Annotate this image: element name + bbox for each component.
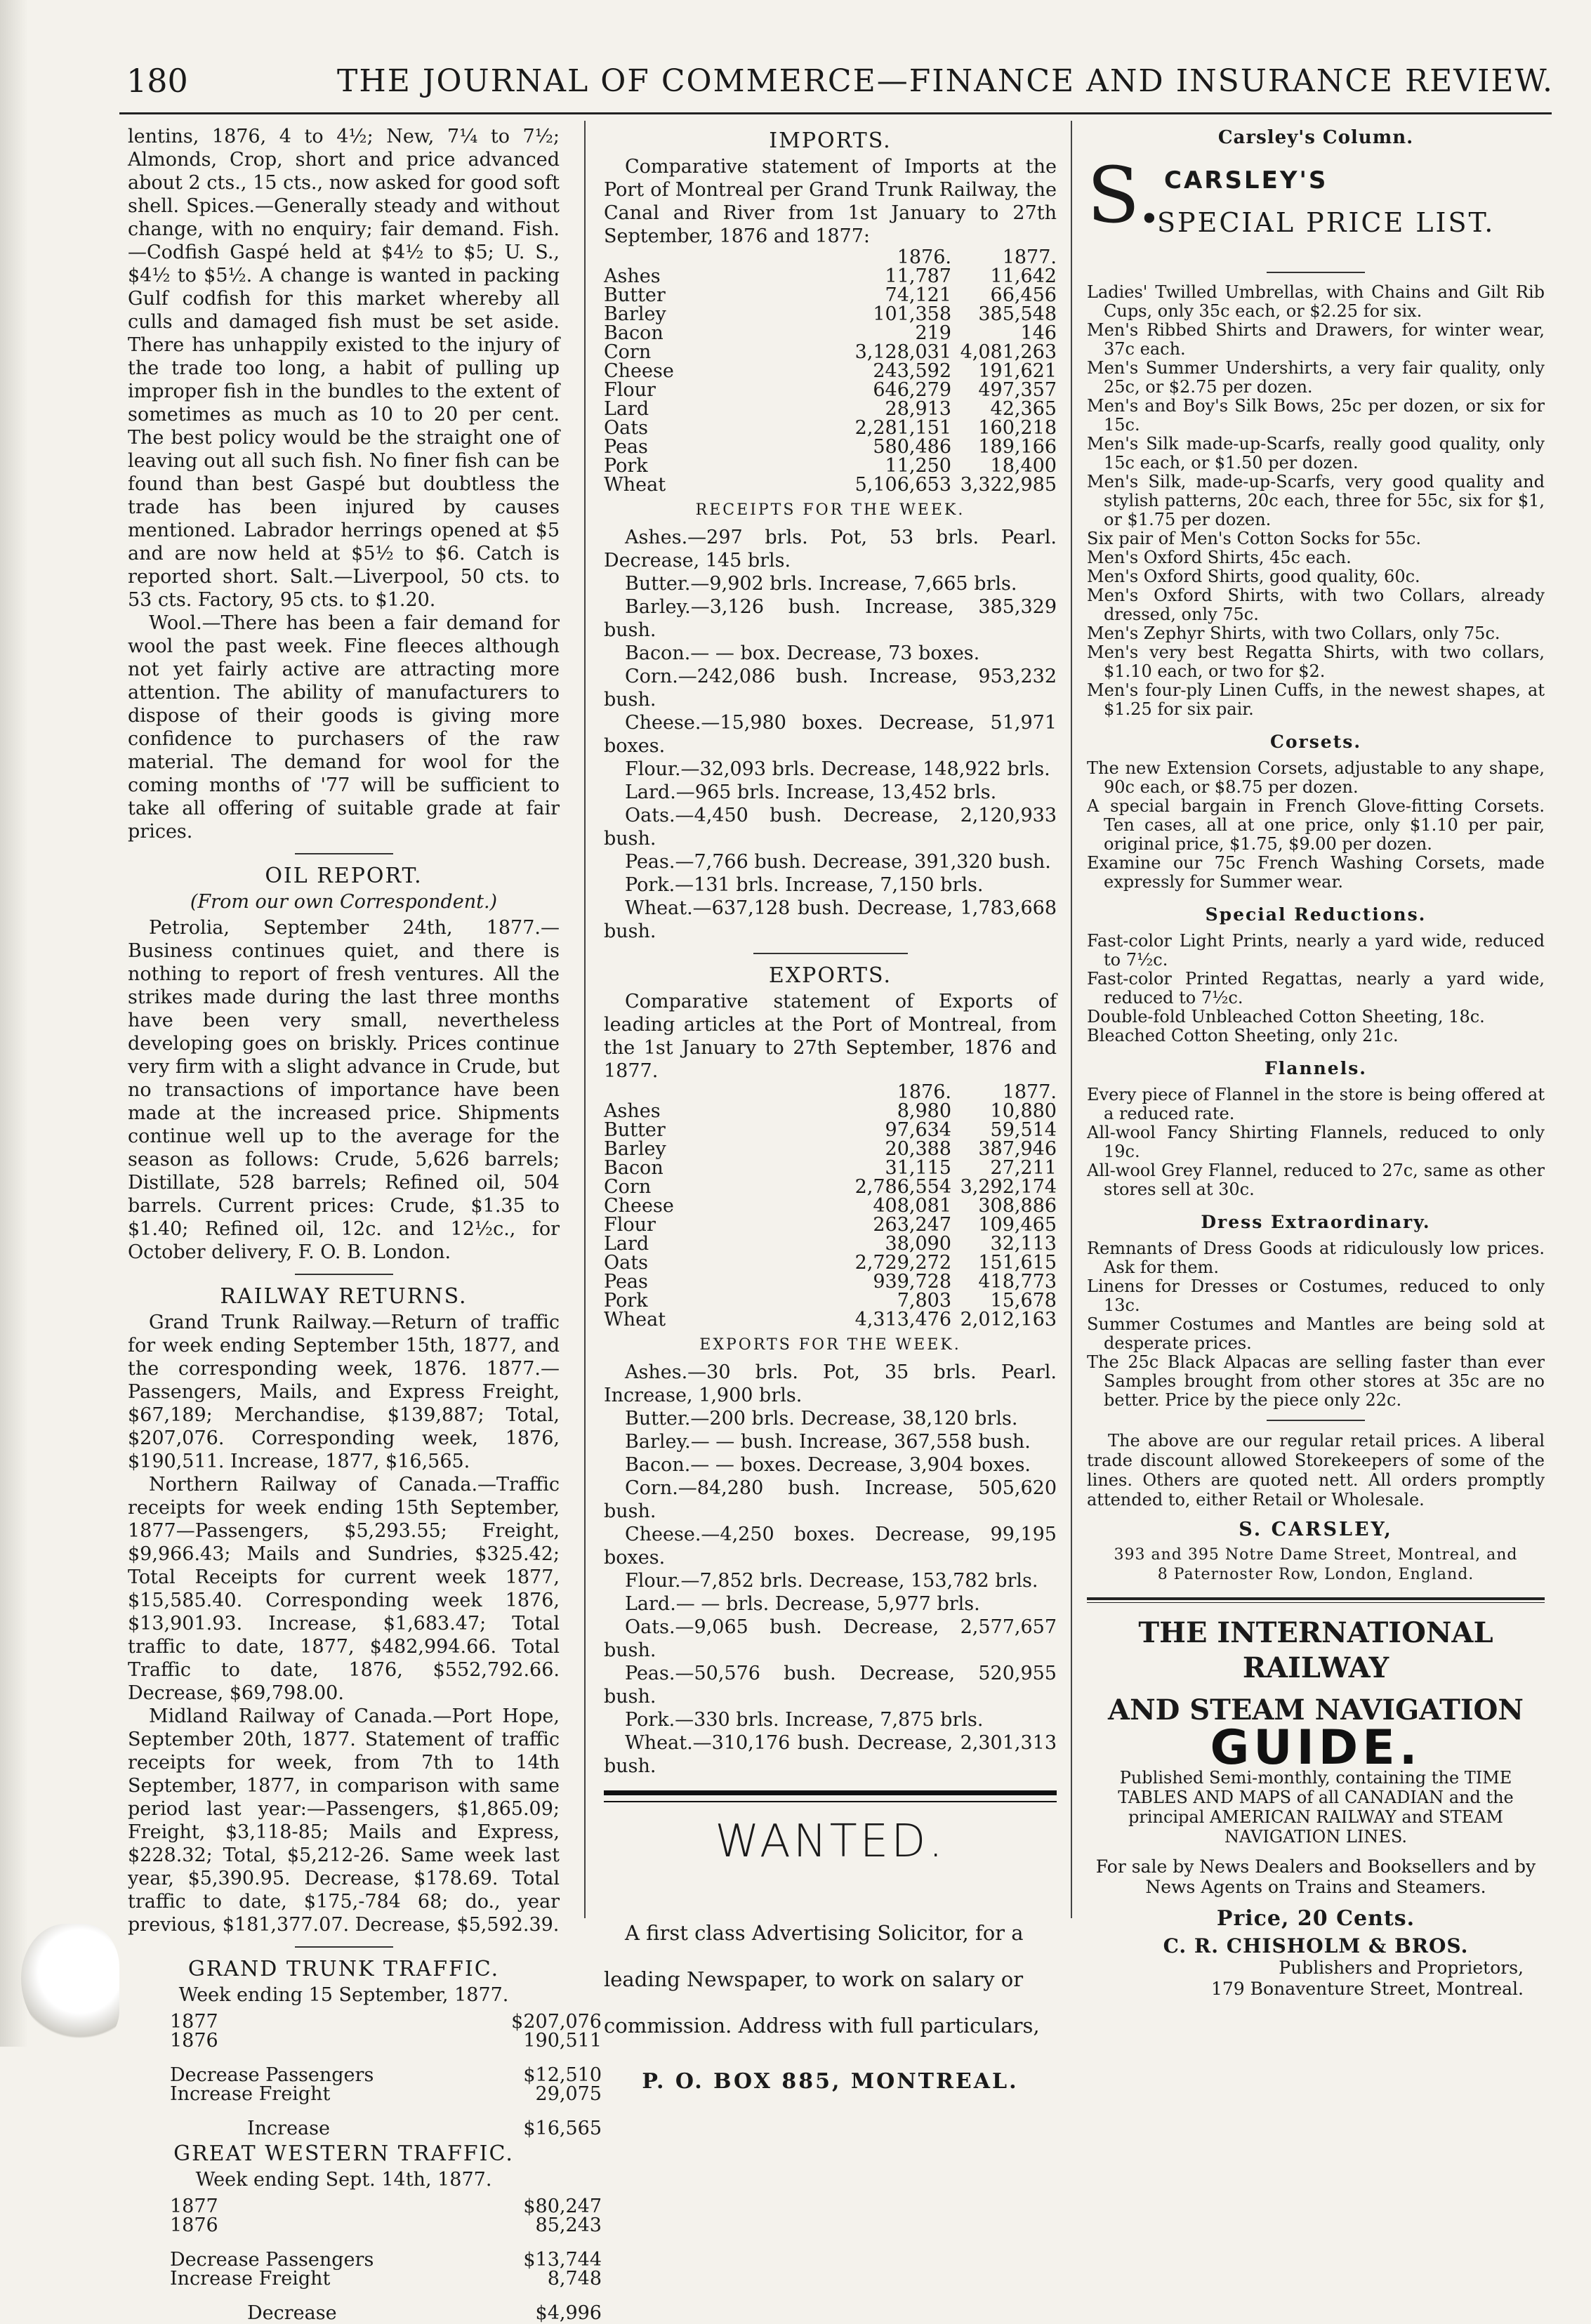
commodity-value: 11,250 bbox=[885, 455, 951, 477]
export-line: Corn.—84,280 bush. Increase, 505,620 bush. bbox=[604, 1477, 1057, 1522]
row-value: 85,243 bbox=[535, 2214, 602, 2236]
oil-report-paragraph: Petrolia, September 24th, 1877.—Business continues quiet, and there is nothing to report of fresh ventures. All the strikes made during the last three months have been very small, nevertheless developing goes on briskly. Prices continue very firm with a slight advance in Crude, but no transactions of importance have been made at the increased price. Shipments continue well up to the average for the season as follows: Crude, 5,626 barrels; Distillate, 528 barrels; Refined oil, 504 barrels. Current prices: Crude, $1.35 to $1.40; Refined oil, 12c. and 12½c., for October delivery, F. O. B. London. bbox=[128, 917, 560, 1263]
guide-published-text: Published Semi-monthly, containing the TIME TABLES AND MAPS of all CANADIAN and the principal AMERICAN RAILWAY and STEAM NAVIGATION LINES. bbox=[1118, 1768, 1514, 1847]
commodity-value: 31,115 bbox=[885, 1157, 951, 1179]
export-line: Pork.—330 brls. Increase, 7,875 brls. bbox=[625, 1709, 984, 1731]
export-line: Bacon.— — boxes. Decrease, 3,904 boxes. bbox=[625, 1454, 1031, 1476]
corsets-items bbox=[1087, 759, 1545, 892]
export-line: Oats.—9,065 bush. Decrease, 2,577,657 bush. bbox=[604, 1616, 1057, 1661]
price-item: Men's very best Regatta Shirts, with two collars, $1.10 each, or two for $2. bbox=[1087, 642, 1545, 681]
table-row bbox=[604, 1310, 1057, 1329]
price-item: Men's and Boy's Silk Bows, 25c per dozen, or six for 15c. bbox=[1087, 396, 1545, 435]
commodity-value: 939,728 bbox=[873, 1271, 951, 1293]
row-value: 190,511 bbox=[523, 2030, 602, 2052]
commodity-name: Cheese bbox=[604, 1195, 674, 1217]
great-western-week: Week ending Sept. 14th, 1877. bbox=[195, 2169, 492, 2191]
row-label: 1876 bbox=[170, 2030, 218, 2052]
row-label: 1876 bbox=[170, 2214, 218, 2236]
price-item: All-wool Grey Flannel, reduced to 27c, same as other stores sell at 30c. bbox=[1087, 1161, 1545, 1199]
commodity-value: 2,281,151 bbox=[854, 417, 951, 439]
commodity-value: 387,946 bbox=[978, 1138, 1057, 1160]
price-item: Men's Summer Undershirts, a very fair quality, only 25c, or $2.75 per dozen. bbox=[1087, 358, 1545, 397]
commodity-value: 20,388 bbox=[885, 1138, 951, 1160]
commodity-value: 97,634 bbox=[885, 1119, 951, 1141]
midland-railway-paragraph: Midland Railway of Canada.—Port Hope, September 20th, 1877. Statement of traffic receipts for week, from 7th to 14th September, 1877, in comparison with same period last year:—Passengers, $1,865.09; Freight, $3,118-85; Mails and Express, $228.32; Total, $5,212-26. Same week last year, $5,390.95. Decrease, $178.69. Total traffic to date, $175,-784 68; do., year previous, $181,377.07. Decrease, $5,592.39. bbox=[128, 1705, 560, 1936]
commodity-name: Oats bbox=[604, 417, 648, 439]
commodity-value: 3,292,174 bbox=[960, 1176, 1057, 1198]
table-row bbox=[604, 1158, 1057, 1177]
exports-heading: EXPORTS. bbox=[768, 963, 892, 988]
section-rule bbox=[1267, 1420, 1365, 1421]
export-line: Barley.— — bush. Increase, 367,558 bush. bbox=[625, 1431, 1031, 1453]
special-price-list-title: SPECIAL PRICE LIST. bbox=[1157, 207, 1496, 238]
commodity-value: 32,113 bbox=[990, 1233, 1057, 1255]
commodity-value: 308,886 bbox=[978, 1195, 1057, 1217]
commodity-name: Lard bbox=[604, 1233, 649, 1255]
commodity-name: Cheese bbox=[604, 360, 674, 382]
table-row bbox=[604, 1253, 1057, 1272]
price-item: Fast-color Printed Regattas, nearly a yard wide, reduced to 7½c. bbox=[1087, 969, 1545, 1008]
column-3 bbox=[1087, 125, 1545, 2000]
price-item: Every piece of Flannel in the store is being offered at a reduced rate. bbox=[1087, 1085, 1545, 1123]
price-item: The new Extension Corsets, adjustable to any shape, 90c each, or $8.75 per dozen. bbox=[1087, 758, 1545, 797]
receipt-line: Pork.—131 brls. Increase, 7,150 brls. bbox=[625, 874, 984, 896]
receipt-line: Peas.—7,766 bush. Decrease, 391,320 bush. bbox=[625, 851, 1051, 873]
row-label: Decrease Passengers bbox=[170, 2249, 374, 2271]
receipt-line: Barley.—3,126 bush. Increase, 385,329 bush. bbox=[604, 596, 1057, 641]
guide-for-sale-text: For sale by News Dealers and Booksellers and by News Agents on Trains and Steamers. bbox=[1095, 1856, 1536, 1897]
price-item: Summer Costumes and Mantles are being sold at desperate prices. bbox=[1087, 1314, 1545, 1353]
guide-publisher: C. R. CHISHOLM & BROS. bbox=[1163, 1934, 1469, 1957]
commodity-value: 74,121 bbox=[885, 284, 951, 306]
commodity-value: 28,913 bbox=[885, 398, 951, 420]
export-line: Butter.—200 brls. Decrease, 38,120 brls. bbox=[625, 1408, 1018, 1430]
commodity-value: 38,090 bbox=[885, 1233, 951, 1255]
commodity-value: 4,313,476 bbox=[854, 1309, 951, 1331]
commodity-value: 191,621 bbox=[978, 360, 1057, 382]
receipt-line: Corn.—242,086 bush. Increase, 953,232 bush. bbox=[604, 666, 1057, 711]
commodity-value: 385,548 bbox=[978, 303, 1057, 325]
row-label: Decrease Passengers bbox=[170, 2064, 374, 2086]
price-item: Ladies' Twilled Umbrellas, with Chains and Gilt Rib Cups, only 35c each, or $2.25 for six. bbox=[1087, 282, 1545, 321]
wanted-rule-bottom bbox=[604, 1801, 1057, 1802]
dress-extraordinary-heading: Dress Extraordinary. bbox=[1201, 1212, 1431, 1232]
commodity-name: Flour bbox=[604, 379, 656, 401]
price-item: Examine our 75c French Washing Corsets, made expressly for Summer wear. bbox=[1087, 853, 1545, 892]
commodity-value: 101,358 bbox=[873, 303, 951, 325]
receipt-line: Ashes.—297 brls. Pot, 53 brls. Pearl. Decrease, 145 brls. bbox=[604, 527, 1057, 572]
commodity-value: 219 bbox=[915, 322, 951, 344]
grand-trunk-traffic-table bbox=[170, 2012, 602, 2138]
page-edge-shading bbox=[0, 0, 28, 2047]
exports-intro: Comparative statement of Exports of leading articles at the Port of Montreal, from the 1st January to 27th September, 1876 and 1877. bbox=[604, 991, 1057, 1082]
table-row bbox=[170, 2250, 602, 2269]
commodity-name: Pork bbox=[604, 1290, 648, 1312]
grand-trunk-paragraph: Grand Trunk Railway.—Return of traffic for week ending September 15th, 1877, and the corresponding week, 1876. 1877.—Passengers, Mails, and Express Freight, $67,189; Merchandise, $139,887; Total, $207,076. Corresponding week, 1876, $190,511. Increase, 1877, $16,565. bbox=[128, 1312, 560, 1472]
table-row bbox=[604, 1177, 1057, 1196]
flannels-items bbox=[1087, 1085, 1545, 1199]
carsley-title-block bbox=[1087, 150, 1545, 262]
commodity-value: 10,880 bbox=[990, 1100, 1057, 1122]
table-row bbox=[604, 1234, 1057, 1253]
commodity-value: 59,514 bbox=[990, 1119, 1057, 1141]
commodity-name: Butter bbox=[604, 284, 666, 306]
table-row bbox=[604, 437, 1057, 456]
row-value: $16,565 bbox=[523, 2118, 602, 2139]
commodity-value: 160,218 bbox=[978, 417, 1057, 439]
guide-title: GUIDE. bbox=[1210, 1720, 1422, 1776]
receipt-line: Flour.—32,093 brls. Decrease, 148,922 brls. bbox=[625, 758, 1050, 780]
year-header: 1877. bbox=[1002, 246, 1057, 268]
price-item: Men's Oxford Shirts, good quality, 60c. bbox=[1087, 567, 1420, 586]
main-price-items bbox=[1087, 283, 1545, 719]
table-row bbox=[604, 324, 1057, 343]
paper-stain bbox=[21, 1924, 119, 2043]
price-item: Fast-color Light Prints, nearly a yard wide, reduced to 7½c. bbox=[1087, 931, 1545, 970]
oil-report-heading: OIL REPORT. bbox=[265, 864, 423, 888]
corsets-heading: Corsets. bbox=[1269, 732, 1362, 752]
row-label: 1877 bbox=[170, 2196, 218, 2217]
commodity-name: Wheat bbox=[604, 1309, 666, 1331]
price-item: Men's Oxford Shirts, 45c each. bbox=[1087, 548, 1352, 567]
commodity-value: 109,465 bbox=[978, 1214, 1057, 1236]
commodity-value: 2,786,554 bbox=[854, 1176, 951, 1198]
commodity-value: 2,012,163 bbox=[960, 1309, 1057, 1331]
commodity-name: Butter bbox=[604, 1119, 666, 1141]
exports-week-list bbox=[604, 1361, 1057, 1778]
commodity-name: Flour bbox=[604, 1214, 656, 1236]
receipt-line: Wheat.—637,128 bush. Decrease, 1,783,668 bush. bbox=[604, 897, 1057, 942]
export-line: Peas.—50,576 bush. Decrease, 520,955 bush. bbox=[604, 1663, 1057, 1708]
section-rule bbox=[295, 1274, 393, 1275]
commodity-name: Barley bbox=[604, 1138, 666, 1160]
commodity-value: 15,678 bbox=[990, 1290, 1057, 1312]
commodity-name: Bacon bbox=[604, 322, 664, 344]
commodity-value: 646,279 bbox=[873, 379, 951, 401]
table-row bbox=[604, 400, 1057, 418]
guide-publisher-role: Publishers and Proprietors, bbox=[1279, 1957, 1524, 1978]
carsley-column-title: Carsley's Column. bbox=[1217, 127, 1414, 148]
year-header: 1876. bbox=[897, 1081, 951, 1103]
table-row bbox=[604, 1140, 1057, 1158]
table-row bbox=[604, 267, 1057, 286]
table-header-row bbox=[604, 248, 1057, 267]
oil-report-subheading: (From our own Correspondent.) bbox=[190, 891, 498, 913]
commodity-name: Barley bbox=[604, 303, 666, 325]
column-2 bbox=[604, 125, 1057, 2093]
price-item: Men's Zephyr Shirts, with two Collars, only 75c. bbox=[1087, 623, 1500, 643]
column-divider-2 bbox=[1071, 121, 1072, 1918]
row-value: $207,076 bbox=[511, 2011, 602, 2033]
special-reductions-heading: Special Reductions. bbox=[1205, 904, 1427, 925]
receipts-week-heading: RECEIPTS FOR THE WEEK. bbox=[695, 501, 965, 519]
commodity-value: 11,787 bbox=[885, 265, 951, 287]
irl-title-line-1: THE INTERNATIONAL RAILWAY bbox=[1138, 1616, 1493, 1684]
row-label: Increase Freight bbox=[170, 2268, 331, 2290]
table-row bbox=[604, 381, 1057, 400]
commodity-value: 18,400 bbox=[990, 455, 1057, 477]
price-item: A special bargain in French Glove-fitting Corsets. Ten cases, all at one price, only $1.10 per pair, original price, $1.75, $9.00 per dozen. bbox=[1087, 796, 1545, 854]
table-row bbox=[604, 456, 1057, 475]
column-divider-1 bbox=[584, 121, 586, 1918]
row-label: 1877 bbox=[170, 2011, 218, 2033]
commodity-name: Bacon bbox=[604, 1157, 664, 1179]
commodity-value: 42,365 bbox=[990, 398, 1057, 420]
commodity-value: 5,106,653 bbox=[854, 474, 951, 496]
export-line: Lard.— — brls. Decrease, 5,977 brls. bbox=[625, 1593, 980, 1615]
grand-trunk-week: Week ending 15 September, 1877. bbox=[178, 1984, 509, 2006]
row-value: $12,510 bbox=[523, 2064, 602, 2086]
commodity-value: 3,128,031 bbox=[854, 341, 951, 363]
commodity-name: Peas bbox=[604, 436, 648, 458]
header-rule bbox=[119, 112, 1552, 114]
table-row bbox=[170, 2066, 602, 2085]
table-row bbox=[170, 2031, 602, 2050]
page-number: 180 bbox=[126, 62, 188, 100]
export-line: Flour.—7,852 brls. Decrease, 153,782 brls. bbox=[625, 1570, 1038, 1592]
imports-table bbox=[604, 248, 1057, 494]
wanted-title: WANTED. bbox=[715, 1816, 946, 1868]
table-row bbox=[604, 1196, 1057, 1215]
commodity-name: Corn bbox=[604, 341, 652, 363]
section-rule bbox=[295, 853, 393, 854]
table-row bbox=[170, 2269, 602, 2288]
commodity-value: 4,081,263 bbox=[960, 341, 1057, 363]
flannels-heading: Flannels. bbox=[1265, 1058, 1367, 1078]
price-item: Men's Silk made-up-Scarfs, really good quality, only 15c each, or $1.50 per dozen. bbox=[1087, 434, 1545, 473]
reductions-items bbox=[1087, 932, 1545, 1045]
commodity-value: 580,486 bbox=[873, 436, 951, 458]
price-item: Bleached Cotton Sheeting, only 21c. bbox=[1087, 1026, 1399, 1045]
exports-table bbox=[604, 1083, 1057, 1329]
year-header: 1876. bbox=[897, 246, 951, 268]
table-row bbox=[604, 1272, 1057, 1291]
journal-title: THE JOURNAL OF COMMERCE—FINANCE AND INSURANCE REVIEW. bbox=[337, 63, 1554, 99]
table-row bbox=[170, 2012, 602, 2031]
great-western-traffic-table bbox=[170, 2197, 602, 2323]
carsley-address-1: 393 and 395 Notre Dame Street, Montreal, and bbox=[1114, 1546, 1518, 1564]
table-row bbox=[170, 2085, 602, 2104]
carsleys-title: CARSLEY'S bbox=[1164, 166, 1328, 194]
commodity-value: 408,081 bbox=[873, 1195, 951, 1217]
big-s-letter: S. bbox=[1087, 150, 1162, 240]
price-item: Remnants of Dress Goods at ridiculously low prices. Ask for them. bbox=[1087, 1239, 1545, 1277]
table-row bbox=[604, 1215, 1057, 1234]
exports-week-heading: EXPORTS FOR THE WEEK. bbox=[699, 1336, 961, 1354]
table-header-row bbox=[604, 1083, 1057, 1102]
export-line: Wheat.—310,176 bush. Decrease, 2,301,313 bush. bbox=[604, 1732, 1057, 1777]
table-row bbox=[604, 286, 1057, 305]
commodity-value: 3,322,985 bbox=[960, 474, 1057, 496]
column-1 bbox=[128, 125, 602, 2324]
wanted-rule-top bbox=[604, 1790, 1057, 1795]
table-row bbox=[604, 418, 1057, 437]
imports-heading: IMPORTS. bbox=[769, 128, 892, 153]
table-row bbox=[604, 475, 1057, 494]
section-rule bbox=[753, 953, 908, 954]
commodity-value: 66,456 bbox=[990, 284, 1057, 306]
great-western-traffic-heading: GREAT WESTERN TRAFFIC. bbox=[173, 2141, 514, 2166]
commodity-name: Oats bbox=[604, 1252, 648, 1274]
row-value: $80,247 bbox=[523, 2196, 602, 2217]
row-value: $4,996 bbox=[535, 2302, 602, 2324]
table-row bbox=[170, 2197, 602, 2216]
commodity-name: Peas bbox=[604, 1271, 648, 1293]
price-item: Men's Silk, made-up-Scarfs, very good quality and stylish patterns, 20c each, three for 55c, six for $1, or $1.75 per dozen. bbox=[1087, 472, 1545, 529]
table-row bbox=[170, 2304, 602, 2323]
northern-railway-paragraph: Northern Railway of Canada.—Traffic receipts for week ending 15th September, 1877—Passengers, $5,293.55; Freight, $9,966.43; Mails and Sundries, $325.42; Total Receipts for current week 1877, $15,585.40. Corresponding week 1876, $13,901.93. Increase, $1,683.47; Total traffic to date, 1877, $482,994.66. Total Traffic to date, 1876, $552,792.66. Decrease, $69,798.00. bbox=[128, 1474, 560, 1704]
table-row bbox=[604, 1121, 1057, 1140]
receipt-line: Butter.—9,902 brls. Increase, 7,665 brls. bbox=[625, 573, 1017, 595]
commodity-value: 27,211 bbox=[990, 1157, 1057, 1179]
table-row bbox=[604, 1291, 1057, 1310]
section-rule bbox=[1267, 272, 1365, 273]
irl-title-line-2: AND STEAM NAVIGATION bbox=[1108, 1694, 1524, 1727]
commodity-name: Lard bbox=[604, 398, 649, 420]
export-line: Cheese.—4,250 boxes. Decrease, 99,195 boxes. bbox=[604, 1524, 1057, 1569]
year-header: 1877. bbox=[1002, 1081, 1057, 1103]
commodity-name: Wheat bbox=[604, 474, 666, 496]
commodity-value: 263,247 bbox=[873, 1214, 951, 1236]
row-label: Increase bbox=[247, 2118, 330, 2139]
railway-returns-heading: RAILWAY RETURNS. bbox=[220, 1284, 468, 1309]
table-row bbox=[170, 2119, 602, 2138]
commodity-name: Pork bbox=[604, 455, 648, 477]
row-label: Decrease bbox=[247, 2302, 337, 2324]
wanted-address: P. O. BOX 885, MONTREAL. bbox=[642, 2069, 1019, 2094]
commodity-name: Corn bbox=[604, 1176, 652, 1198]
receipt-line: Lard.—965 brls. Increase, 13,452 brls. bbox=[625, 781, 997, 803]
price-item: Linens for Dresses or Costumes, reduced to only 13c. bbox=[1087, 1276, 1545, 1315]
commodity-value: 151,615 bbox=[978, 1252, 1057, 1274]
dress-items bbox=[1087, 1239, 1545, 1410]
commodity-value: 146 bbox=[1020, 322, 1057, 344]
table-row bbox=[604, 362, 1057, 381]
table-row bbox=[604, 305, 1057, 324]
grand-trunk-traffic-heading: GRAND TRUNK TRAFFIC. bbox=[187, 1957, 500, 1981]
wool-paragraph: Wool.—There has been a fair demand for wool the past week. Fine fleeces although not yet fairly active are attracting more attention. The ability of manufacturers to dispose of their goods is giving more confidence to purchasers of the raw material. The demand for wool for the coming months of '77 will be sufficient to take all offering of suitable grade at fair prices. bbox=[128, 612, 560, 843]
carsley-address-2: 8 Paternoster Row, London, England. bbox=[1157, 1566, 1474, 1583]
row-value: $13,744 bbox=[523, 2249, 602, 2271]
table-row bbox=[604, 343, 1057, 362]
commodity-value: 11,642 bbox=[990, 265, 1057, 287]
section-rule bbox=[295, 1946, 393, 1948]
imports-intro: Comparative statement of Imports at the Port of Montreal per Grand Trunk Railway, the Canal and River from 1st January to 27th September, 1876 and 1877: bbox=[604, 156, 1057, 247]
guide-publisher-address: 179 Bonaventure Street, Montreal. bbox=[1211, 1979, 1524, 1999]
carsley-signature: S. CARSLEY, bbox=[1239, 1519, 1393, 1540]
table-row bbox=[170, 2216, 602, 2235]
row-label: Increase Freight bbox=[170, 2083, 331, 2105]
receipt-line: Bacon.— — box. Decrease, 73 boxes. bbox=[625, 642, 980, 664]
commodity-value: 418,773 bbox=[978, 1271, 1057, 1293]
commodity-name: Ashes bbox=[604, 265, 661, 287]
receipts-week-list bbox=[604, 526, 1057, 943]
commodity-value: 243,592 bbox=[873, 360, 951, 382]
intro-paragraph: lentins, 1876, 4 to 4½; New, 7¼ to 7½; Almonds, Crop, short and price advanced about 2 cts., 15 cts., now asked for good soft shell. Spices.—Generally steady and without change, with no enquiry; fair demand. Fish.—Codfish Gaspé held at $4½ to $5; U. S., $4½ to $5½. A change is wanted in packing Gulf codfish for this market whereby all culls and damaged fish must be set aside. There has unhappily existed to the injury of the trade too long, a habit of pulling up improper fish in the bundles to the extent of sometimes as much as 10 to 20 per cent. The best policy would be the straight one of leaving out all such fish. No finer fish can be found than best Gaspé but doubtless the trade has been injured by causes mentioned. Labrador herrings opened at $5 and are now held at $5½ to $6. Catch is reported short. Salt.—Liverpool, 50 cts. to 53 cts. Factory, 95 cts. to $1.20. bbox=[128, 126, 560, 611]
price-item: All-wool Fancy Shirting Flannels, reduced to only 19c. bbox=[1087, 1123, 1545, 1161]
row-value: 8,748 bbox=[547, 2268, 602, 2290]
table-row bbox=[604, 1102, 1057, 1121]
price-item: Six pair of Men's Cotton Socks for 55c. bbox=[1087, 529, 1421, 548]
price-item: Double-fold Unbleached Cotton Sheeting, 18c. bbox=[1087, 1007, 1485, 1026]
price-item: The 25c Black Alpacas are selling faster than ever Samples brought from other stores at 35c are no better. Price by the piece only 22c. bbox=[1087, 1352, 1545, 1410]
page-header bbox=[119, 56, 1552, 105]
commodity-value: 7,803 bbox=[897, 1290, 951, 1312]
receipt-line: Oats.—4,450 bush. Decrease, 2,120,933 bush. bbox=[604, 805, 1057, 850]
commodity-value: 8,980 bbox=[897, 1100, 951, 1122]
carsley-closing-paragraph: The above are our regular retail prices. A liberal trade discount allowed Storekeepers of some of the lines. Others are quoted nett. All orders promptly attended to, either Retail or Wholesale. bbox=[1087, 1431, 1545, 1510]
export-line: Ashes.—30 brls. Pot, 35 brls. Pearl. Increase, 1,900 brls. bbox=[604, 1361, 1057, 1406]
guide-price: Price, 20 Cents. bbox=[1216, 1906, 1415, 1931]
price-item: Men's Oxford Shirts, with two Collars, already dressed, only 75c. bbox=[1087, 586, 1545, 624]
row-value: 29,075 bbox=[535, 2083, 602, 2105]
price-item: Men's four-ply Linen Cuffs, in the newest shapes, at $1.25 for six pair. bbox=[1087, 680, 1545, 719]
commodity-value: 189,166 bbox=[978, 436, 1057, 458]
price-item: Men's Ribbed Shirts and Drawers, for winter wear, 37c each. bbox=[1087, 320, 1545, 359]
commodity-name: Ashes bbox=[604, 1100, 661, 1122]
receipt-line: Cheese.—15,980 boxes. Decrease, 51,971 boxes. bbox=[604, 712, 1057, 757]
ad-divider bbox=[1087, 1597, 1545, 1603]
wanted-text: A first class Advertising Solicitor, for a leading Newspaper, to work on salary or commission. Address with full particulars, bbox=[604, 1921, 1040, 2038]
commodity-value: 2,729,272 bbox=[854, 1252, 951, 1274]
commodity-value: 497,357 bbox=[978, 379, 1057, 401]
